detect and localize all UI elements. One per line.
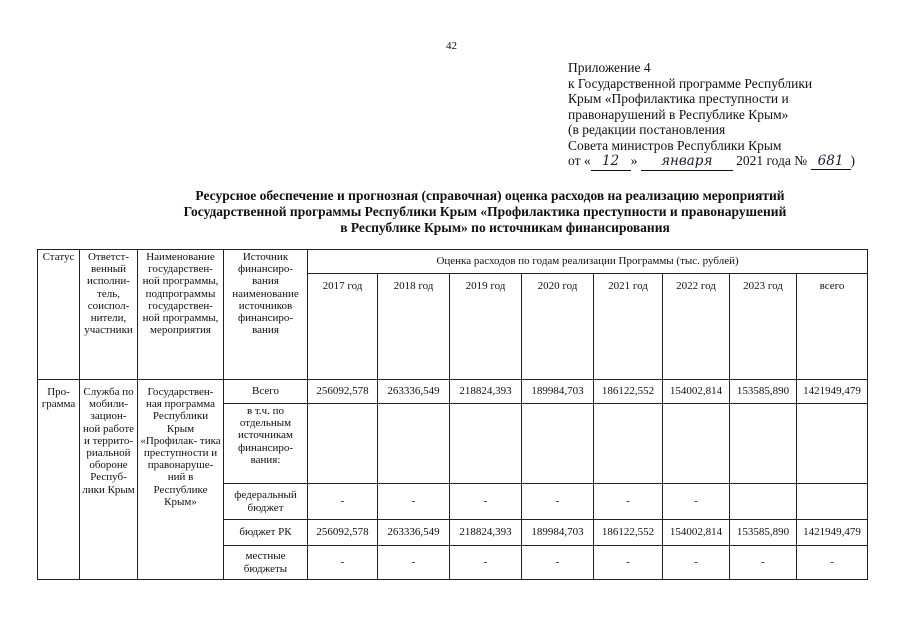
value-cell	[663, 404, 730, 484]
value-cell: 154002,814	[663, 520, 730, 546]
value-cell: -	[594, 484, 663, 520]
value-cell: 263336,549	[378, 380, 450, 404]
program-name-cell: Государствен- ная программа Республики Крым «Профилак- тика преступности и правонаруше- ний в Республике Крым»	[138, 380, 224, 580]
total-cell	[797, 484, 868, 520]
header-total: всего	[797, 274, 868, 380]
handwritten-month: января	[641, 154, 733, 171]
header-year: 2018 год	[378, 274, 450, 380]
date-year: 2021 года №	[736, 153, 808, 168]
appendix-line: Совета министров Республики Крым	[568, 137, 782, 153]
date-mid: »	[630, 153, 638, 168]
appendix-line: Приложение 4	[568, 60, 651, 75]
value-cell: 218824,393	[450, 380, 522, 404]
date-suffix: )	[850, 153, 856, 168]
total-cell: 1421949,479	[797, 520, 868, 546]
value-cell: -	[730, 546, 797, 580]
value-cell	[594, 404, 663, 484]
value-cell: -	[378, 546, 450, 580]
value-cell: 256092,578	[308, 380, 378, 404]
header-year: 2021 год	[594, 274, 663, 380]
value-cell: -	[522, 484, 594, 520]
value-cell: 154002,814	[663, 380, 730, 404]
value-cell	[730, 404, 797, 484]
value-cell: 218824,393	[450, 520, 522, 546]
handwritten-number: 681	[811, 154, 851, 171]
header-estimate: Оценка расходов по годам реализации Программы (тыс. рублей)	[308, 250, 868, 274]
executor-cell: Служба по мобили- зацион- ной работе и террито- риальной обороне Респуб- лики Крым	[80, 380, 138, 580]
value-cell: 189984,703	[522, 520, 594, 546]
value-cell: 256092,578	[308, 520, 378, 546]
value-cell	[730, 484, 797, 520]
value-cell: -	[594, 546, 663, 580]
value-cell: -	[450, 546, 522, 580]
header-source: Источник финансиро- вания наименование источников финансиро- вания	[224, 250, 308, 380]
value-cell: -	[378, 484, 450, 520]
status-cell: Про- грамма	[38, 380, 80, 580]
total-cell: -	[797, 546, 868, 580]
appendix-line: правонарушений в Республике Крым»	[568, 106, 789, 122]
source-cell: Всего	[224, 380, 308, 404]
resolution-date-line	[568, 153, 898, 171]
appendix-header	[568, 60, 898, 171]
source-cell: федеральный бюджет	[224, 484, 308, 520]
value-cell: -	[663, 484, 730, 520]
handwritten-day: 12	[591, 154, 631, 171]
value-cell: 186122,552	[594, 380, 663, 404]
appendix-line: Крым «Профилактика преступности и	[568, 91, 789, 106]
table-row	[38, 380, 868, 404]
value-cell	[450, 404, 522, 484]
funding-table	[37, 249, 868, 580]
header-executor: Ответст- венный исполни- тель, соиспол- нители, участники	[80, 250, 138, 380]
document-title	[120, 188, 860, 236]
total-cell	[797, 404, 868, 484]
page-number: 42	[446, 40, 457, 52]
total-cell: 1421949,479	[797, 380, 868, 404]
value-cell: -	[663, 546, 730, 580]
header-year: 2023 год	[730, 274, 797, 380]
value-cell: 153585,890	[730, 380, 797, 404]
value-cell: 263336,549	[378, 520, 450, 546]
value-cell: -	[450, 484, 522, 520]
title-line: Ресурсное обеспечение и прогнозная (справочная) оценка расходов на реализацию мероприятий	[195, 188, 785, 203]
appendix-line: к Государственной программе Республики	[568, 75, 813, 91]
value-cell: -	[308, 484, 378, 520]
appendix-line: (в редакции постановления	[568, 122, 726, 137]
value-cell	[378, 404, 450, 484]
header-name: Наименование государствен- ной программы, подпрограммы государствен- ной программы, мероприятия	[138, 250, 224, 380]
source-cell: бюджет РК	[224, 520, 308, 546]
header-year: 2022 год	[663, 274, 730, 380]
value-cell	[308, 404, 378, 484]
value-cell	[522, 404, 594, 484]
value-cell: 189984,703	[522, 380, 594, 404]
header-year: 2020 год	[522, 274, 594, 380]
value-cell: 186122,552	[594, 520, 663, 546]
title-line: в Республике Крым» по источникам финансирования	[340, 220, 670, 235]
value-cell: -	[522, 546, 594, 580]
value-cell: -	[308, 546, 378, 580]
header-status: Статус	[38, 250, 80, 380]
header-year: 2019 год	[450, 274, 522, 380]
source-cell: в т.ч. по отдельным источникам финансиро- вания:	[224, 404, 308, 484]
title-line: Государственной программы Республики Крым «Профилактика преступности и правонарушений	[183, 204, 787, 219]
header-year: 2017 год	[308, 274, 378, 380]
date-prefix: от «	[568, 153, 591, 168]
source-cell: местные бюджеты	[224, 546, 308, 580]
value-cell: 153585,890	[730, 520, 797, 546]
